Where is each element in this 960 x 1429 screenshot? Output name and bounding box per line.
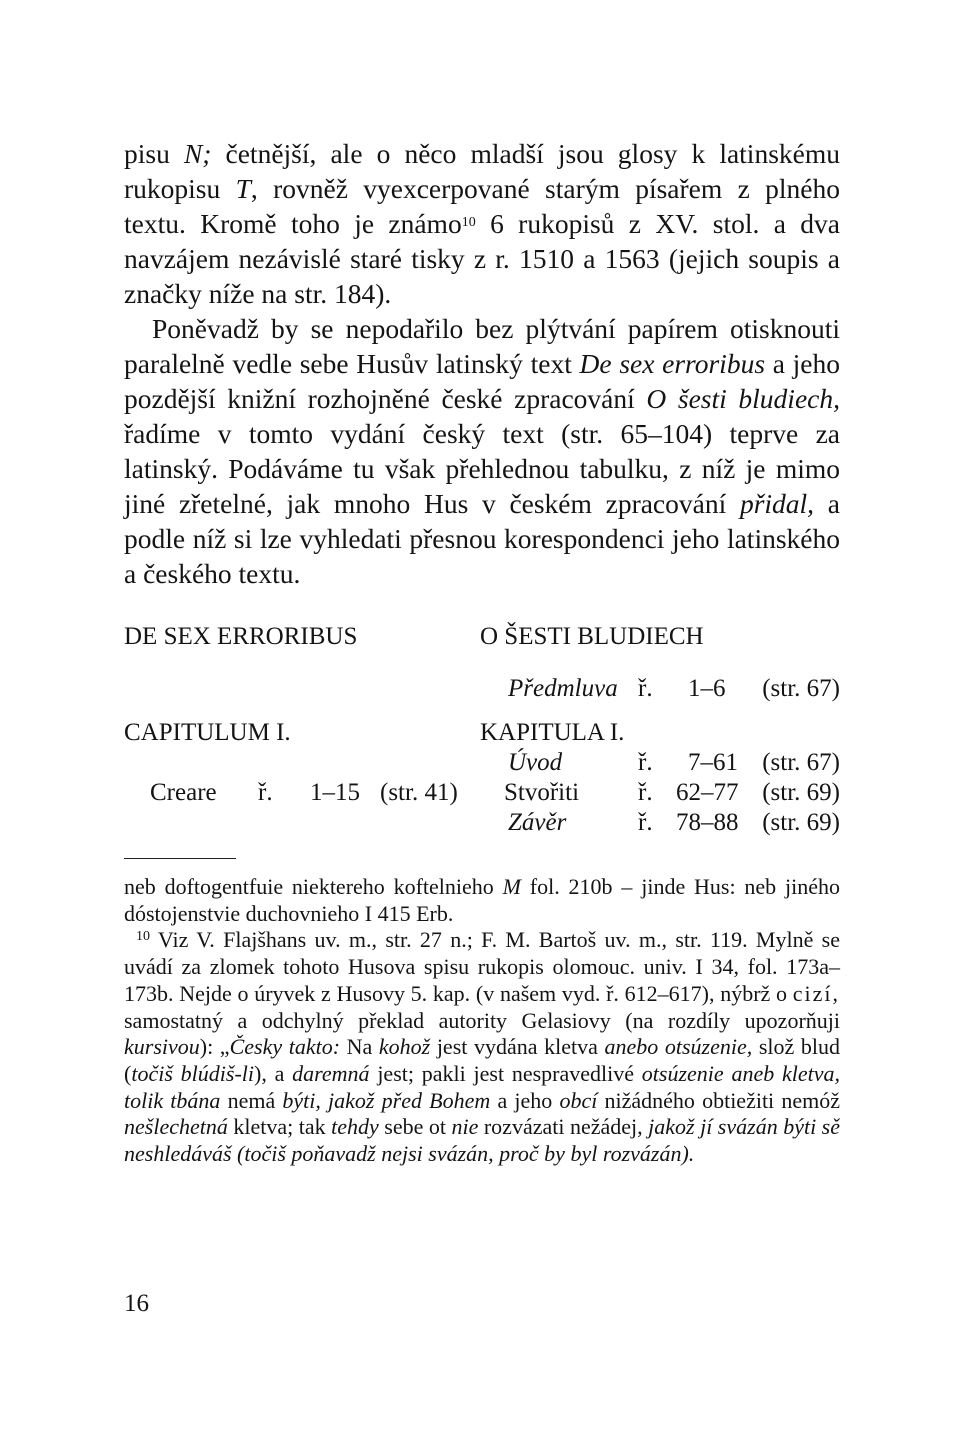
text-run: rozvázati nežádej, <box>478 1114 649 1140</box>
paragraph-2 <box>124 311 840 591</box>
footnote-number: 10 <box>136 929 150 945</box>
paragraph-1 <box>124 136 840 311</box>
emphasis: nie <box>451 1114 479 1140</box>
footnote-10 <box>124 927 840 1167</box>
main-text <box>124 136 840 591</box>
text-run: slož blud ( <box>124 1034 840 1086</box>
text-run: Poněvadž by se nepodařilo bez plýtvání papírem otisknouti paralelně vedle sebe Husův latinský text <box>124 313 840 379</box>
text-run: nižádného obtiežiti nemóž <box>597 1087 840 1113</box>
emphasis: jakož jí svázán býti sě neshledáváš (točiš poňavadž nejsi svázán, proč by byl rozvázán). <box>124 1114 841 1167</box>
left-row-page: (str. 41) <box>380 779 458 806</box>
right-row-name: Stvořiti <box>504 779 580 806</box>
footnotes <box>124 874 840 1168</box>
right-row-line-abbr: ř. <box>638 779 653 806</box>
latin-title: De sex erroribus <box>579 348 766 379</box>
text-run: sebe ot <box>378 1114 452 1140</box>
right-row-range: 78–88 <box>676 809 739 836</box>
text-run: kletva; tak <box>227 1114 332 1140</box>
text-run: a podle níž si lze vyhledati přesnou korespondenci jeho latinského a českého textu. <box>124 488 840 589</box>
left-row-line-abbr: ř. <box>258 779 273 806</box>
right-column-heading: O ŠESTI BLUDIECH <box>480 623 704 650</box>
emphasis: cizí, <box>792 980 840 1006</box>
czech-title: O šesti bludiech, <box>646 383 840 414</box>
right-row-range: 62–77 <box>676 779 739 806</box>
preface-line-abbr: ř. <box>638 675 653 702</box>
emphasis: kursivou <box>124 1034 200 1060</box>
emphasis: Česky takto: <box>229 1034 341 1060</box>
text-run: neb doftogentfuie niektereho koftelnieho <box>124 874 503 899</box>
right-row-page: (str. 69) <box>762 809 840 836</box>
manuscript-siglum: N; <box>183 138 212 169</box>
right-row-name: Závěr <box>508 809 567 836</box>
preface-range: 1–6 <box>688 675 726 702</box>
preface-name: Předmluva <box>508 675 618 702</box>
right-row-page: (str. 67) <box>762 749 840 776</box>
text-run: jest; pakli jest nespravedlivé <box>369 1060 642 1086</box>
emphasis: otsúzenie aneb kletva, tolik tbána <box>124 1060 841 1113</box>
right-row-line-abbr: ř. <box>638 749 653 776</box>
right-row-line-abbr: ř. <box>638 809 653 836</box>
emphasis: daremná <box>292 1060 370 1086</box>
text-run: , rovněž vyexcerpované starým písařem z plného textu. Kromě toho je známo <box>124 173 840 239</box>
emphasis: točiš blúdiš-li <box>131 1060 254 1086</box>
text-run: pisu <box>124 138 184 169</box>
right-chapter-heading: KAPITULA I. <box>480 719 625 746</box>
page-number: 16 <box>124 1290 149 1317</box>
emphasis: obcí <box>559 1087 598 1113</box>
right-row-name: Úvod <box>508 749 563 776</box>
text-run: fol. 210b – jinde Hus: neb jiného dóstojenstvie duchovnieho I 415 Erb. <box>124 874 840 926</box>
footnote-continued <box>124 874 840 927</box>
text-run: samostatný a odchylný překlad autority Gelasiovy (na rozdíly upozorňuji <box>124 1007 840 1033</box>
emphasis: býti, jakož před Bohem <box>282 1087 491 1113</box>
manuscript-siglum: T <box>235 173 251 204</box>
preface-page: (str. 67) <box>762 675 840 702</box>
text-run: četnější, ale o něco mladší jsou glosy k latinskému rukopisu <box>124 138 840 204</box>
text-run: řadíme v tomto vydání český text (str. 65–104) teprve za latinský. Podáváme tu však přehlednou tabulku, z níž je mimo jiné zřetelné, jak mnoho Hus v českém zpracování <box>124 418 840 519</box>
text-run: a jeho <box>490 1087 560 1113</box>
emphasis: tehdy <box>331 1114 379 1140</box>
text-run: nemá <box>220 1087 283 1113</box>
left-chapter-heading: CAPITULUM I. <box>124 719 291 746</box>
text-run: ): „ <box>199 1034 230 1060</box>
left-row-range: 1–15 <box>310 779 360 806</box>
footnote-reference: 10 <box>461 215 476 230</box>
text-run: a jeho pozdější knižní rozhojněné české zpracování <box>124 348 840 414</box>
left-column-heading: DE SEX ERRORIBUS <box>124 623 358 650</box>
emphasis: anebo otsúzenie, <box>604 1034 753 1060</box>
text-run: Na <box>340 1034 379 1060</box>
right-row-page: (str. 69) <box>762 779 840 806</box>
emphasis: kohož <box>378 1034 431 1060</box>
emphasis: přidal, <box>739 488 815 519</box>
text-run: 6 rukopisů z XV. stol. a dva navzájem nezávislé staré tisky z r. 1510 a 1563 (jejich soupis a značky níže na str. 184). <box>124 208 840 309</box>
left-row-name: Creare <box>150 779 217 806</box>
text-run: ), a <box>254 1060 293 1086</box>
manuscript-siglum: M <box>502 874 521 899</box>
footnote-separator <box>124 858 236 859</box>
emphasis: nešlechetná <box>124 1114 228 1140</box>
text-run: jest vydána kletva <box>430 1034 605 1060</box>
right-row-range: 7–61 <box>688 749 738 776</box>
text-run: Viz V. Flajšhans uv. m., str. 27 n.; F. M. Bartoš uv. m., str. 119. Mylně se uvádí za zlomek tohoto Husova spisu rukopis olomouc. univ. I 34, fol. 173a–173b. Nejde o úryvek z Husovy 5. kap. (v našem vyd. ř. 612–617), nýbrž o <box>124 927 840 1006</box>
